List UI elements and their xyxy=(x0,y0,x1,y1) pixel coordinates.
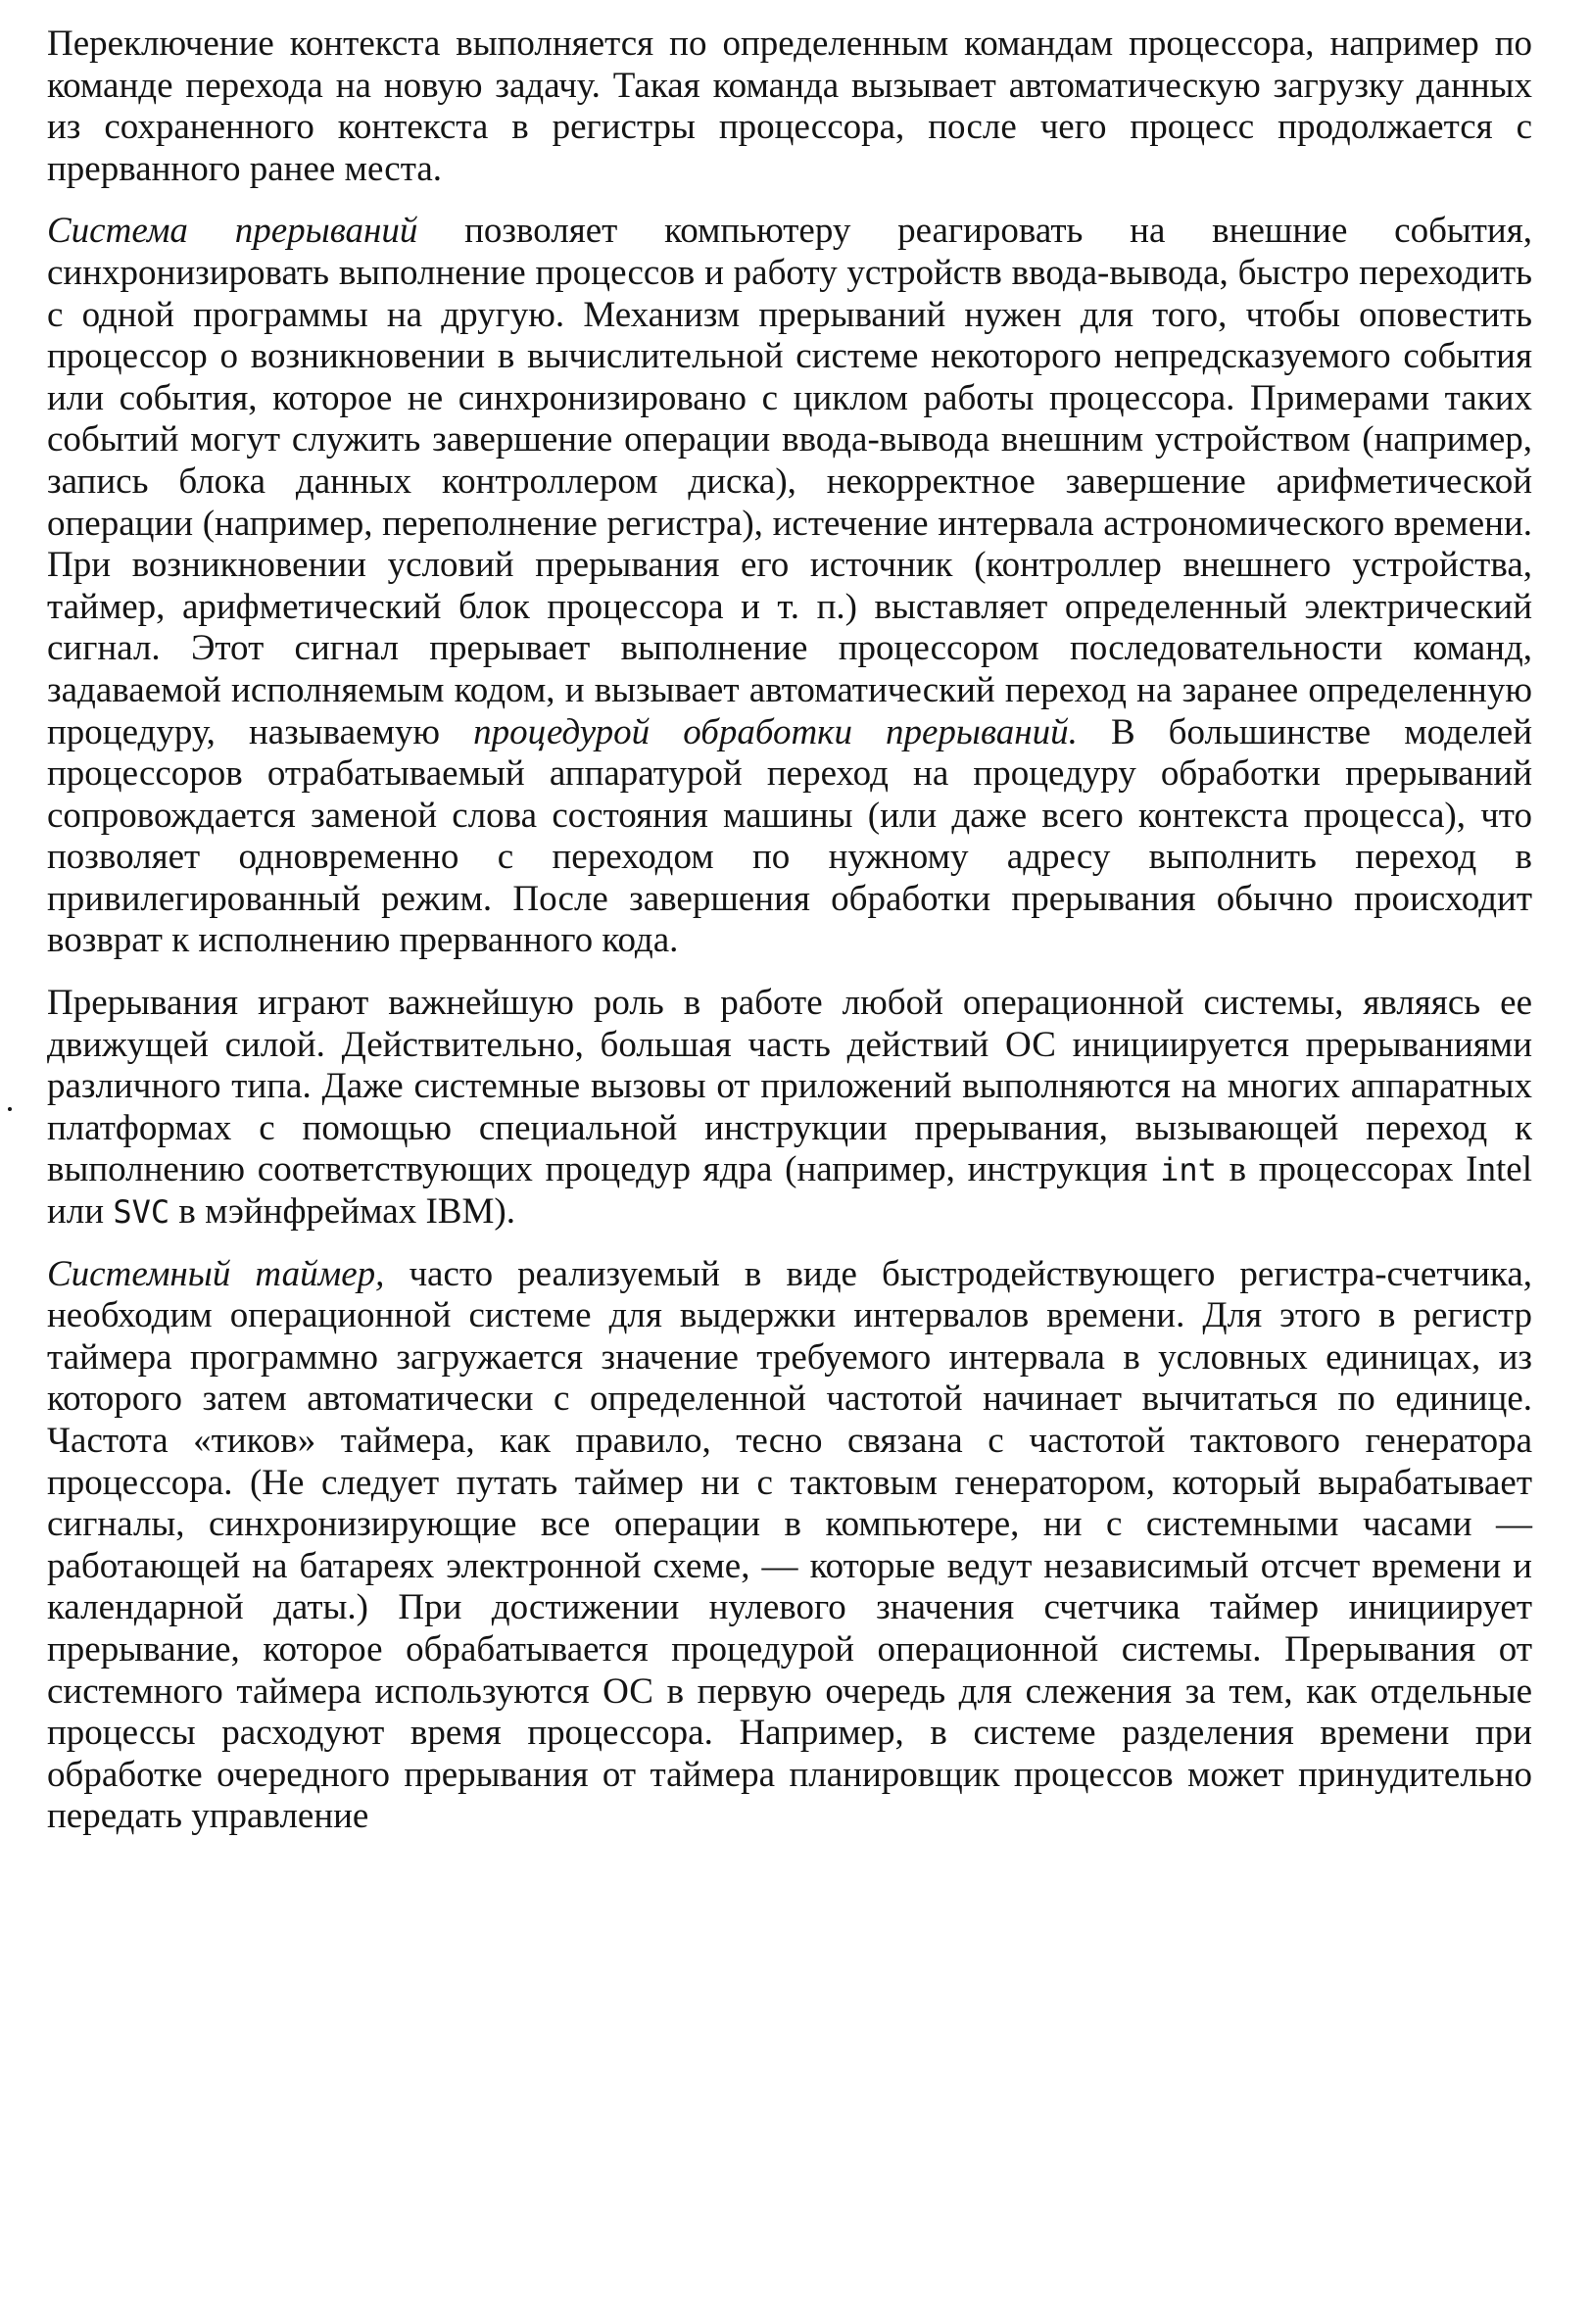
term-interrupt-system: Система прерываний xyxy=(47,211,418,252)
paragraph-text: в процессорах Intel или xyxy=(47,1149,1532,1233)
paragraph-text: часто реализуемый в виде быстродействующего регистра-счетчика, необходим операционной системе для выдержки интервалов времени. Для этого в регистр таймера программно загружается значение требуемого интервала в условных единицах, из которого затем автоматически с определенной частотой начинает вычитаться по единице. Частота «тиков» таймера, как правило, тесно связана с частотой тактового генератора процессора. (Не следует путать таймер ни с тактовым генератором, который вырабатывает сигналы, синхронизирующие все операции в компьютере, ни с системными часами — работающей на батареях электронной схеме, — которые ведут независимый отсчет времени и календарной даты.) При достижении нулевого значения счетчика таймер инициирует прерывание, которое обрабатывается процедурой операционной системы. Прерывания от системного таймера используются ОС в первую очередь для слежения за тем, как отдельные процессы расходуют время процессора. Например, в системе разделения времени при обработке очередного прерывания от таймера планировщик процессов может принудительно передать управление xyxy=(47,1253,1532,1837)
paragraph-text: в мэйнфреймах IBM). xyxy=(169,1191,515,1233)
paragraph-context-switch: Переключение контекста выполняется по определенным командам процессора, например по команде перехода на новую задачу. Такая команда вызывает автоматическую загрузку данных из сохраненного контекста в регистры процессора, после чего процесс продолжается с прерванного ранее места. xyxy=(47,24,1532,189)
document-page xyxy=(47,24,1532,1838)
code-int: int xyxy=(1160,1151,1217,1189)
paragraph-text: позволяет компьютеру реагировать на внешние события, синхронизировать выполнение процессов и работу устройств ввода-вывода, быстро переходить с одной программы на другую. Механизм прерываний нужен для того, чтобы оповестить процессор о возникновении в вычислительной системе некоторого непредсказуемого события или события, которое не синхронизировано с циклом работы процессора. Примерами таких событий могут служить завершение операции ввода-вывода внешним устройством (например, запись блока данных контроллером диска), некорректное завершение арифметической операции (например, переполнение регистра), истечение интервала астрономического времени. При возникновении условий прерывания его источник (контроллер внешнего устройства, таймер, арифметический блок процессора и т. п.) выставляет определенный электрический сигнал. Этот сигнал прерывает выполнение процессором последовательности команд, задаваемой исполняемым кодом, и вызывает автоматический переход на заранее определенную процедуру, называемую xyxy=(47,211,1532,752)
paragraph-interrupt-system xyxy=(47,211,1532,962)
term-system-timer: Системный таймер, xyxy=(47,1253,385,1294)
code-svc: SVC xyxy=(113,1193,170,1232)
paragraph-system-timer xyxy=(47,1254,1532,1838)
paragraph-text: В большинстве моделей процессоров отрабатываемый аппаратурой переход на процедуру обработки прерываний сопровождается заменой слова состояния машины (или даже всего контекста процесса), что позволяет одновременно с переходом по нужному адресу выполнить переход в привилегированный режим. После завершения обработки прерывания обычно происходит возврат к исполнению прерванного кода. xyxy=(47,711,1533,961)
margin-dot xyxy=(8,1107,12,1111)
paragraph-text: Прерывания играют важнейшую роль в работе любой операционной системы, являясь ее движущей силой. Действительно, большая часть действий ОС инициируется прерываниями различного типа. Даже системные вызовы от приложений выполняются на многих аппаратных платформах с помощью специальной инструкции прерывания, вызывающей переход к выполнению соответствующих процедур ядра (например, инструкция xyxy=(47,983,1532,1190)
term-interrupt-handler: процедурой обработки прерываний. xyxy=(473,711,1078,752)
paragraph-interrupts-role xyxy=(47,983,1532,1234)
